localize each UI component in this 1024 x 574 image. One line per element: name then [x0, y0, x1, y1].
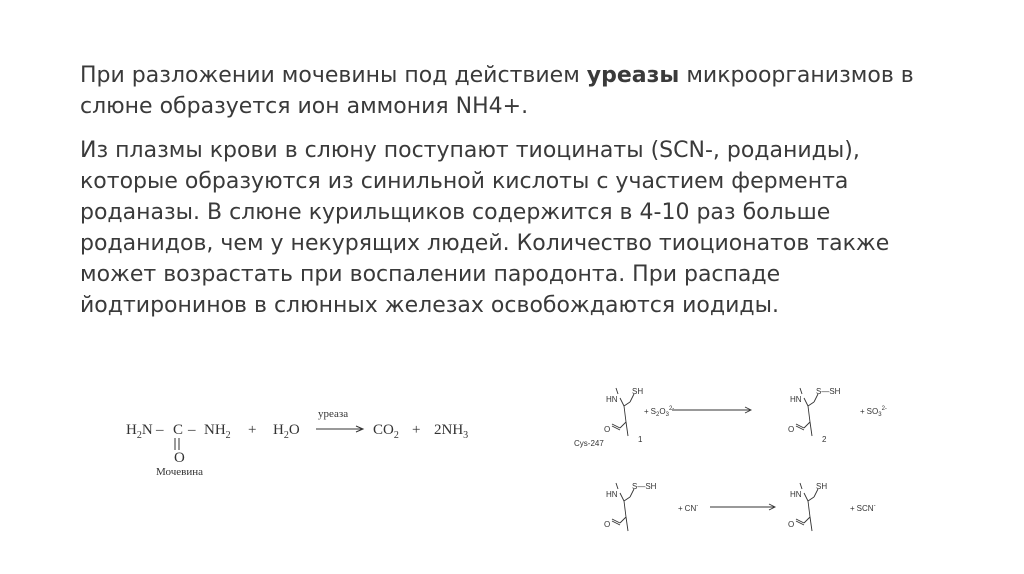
p1-text-end: микроорганизмов в слюне образуется ион аммония NH4+.	[80, 63, 914, 119]
urea-plus-2: +	[412, 422, 421, 438]
r1-sh: SH	[632, 387, 644, 396]
product-co2: $CO_2$	[373, 422, 399, 441]
r2-product-hn: HN	[790, 490, 802, 499]
urea-dash-1: –	[156, 422, 164, 438]
r1-thiosulfate: + $S_2O_3^{2-}$	[644, 406, 675, 418]
r1-persulfide: S—SH	[816, 387, 841, 396]
rhodanese-reaction-1	[560, 380, 920, 460]
r1-sulfite: + $SO_3^{2-}$	[860, 406, 887, 418]
water: $H_2O$	[273, 422, 300, 441]
carbonyl-oxygen: O	[174, 450, 185, 466]
paragraph-urease	[80, 60, 940, 122]
p1-text-start: При разложении мочевины под действием	[80, 63, 587, 88]
urea-h: $H_2N$	[126, 422, 153, 441]
r2-product-oxygen: O	[788, 520, 795, 529]
urea-carbon: C	[173, 422, 184, 438]
urea-equation	[120, 400, 500, 480]
r2-cyanide: + CN-	[678, 503, 699, 513]
r1-compound-2: 2	[822, 435, 827, 444]
r2-hn: HN	[606, 490, 618, 499]
rhodanese-reaction-2	[560, 475, 920, 555]
paragraph-thiocyanates: Из плазмы крови в слюну поступают тиоцинаты (SCN-, роданиды), которые образуются из синильной кислоты с участием фермента роданазы. В слюне курильщиков содержится в 4-10 раз больше роданидов, чем у некурящих людей. Количество тиоционатов также может возрастать при воспалении пародонта. При распаде йодтиронинов в слюнных железах освобождаются иодиды.	[80, 138, 890, 318]
r1-product-hn: HN	[790, 395, 802, 404]
urea-dash-2: –	[188, 422, 196, 438]
enzyme-label: уреаза	[318, 408, 349, 420]
r1-product-oxygen: O	[788, 425, 795, 434]
r2-persulfide: S—SH	[632, 482, 657, 491]
urea-plus-1: +	[248, 422, 257, 438]
r1-hn: HN	[606, 395, 618, 404]
r1-oxygen: O	[604, 425, 611, 434]
product-nh3: $2NH_3$	[434, 422, 469, 441]
r2-oxygen: O	[604, 520, 611, 529]
r2-product-sh: SH	[816, 482, 828, 491]
r1-cys-label: Cys-247	[574, 439, 604, 448]
urea-caption: Мочевина	[156, 466, 203, 478]
r1-compound-1: 1	[638, 435, 643, 444]
p1-bold-term: уреазы	[586, 63, 680, 88]
r2-thiocyanate: + SCN-	[850, 503, 876, 513]
urea-nh2: $NH_2$	[204, 422, 231, 441]
